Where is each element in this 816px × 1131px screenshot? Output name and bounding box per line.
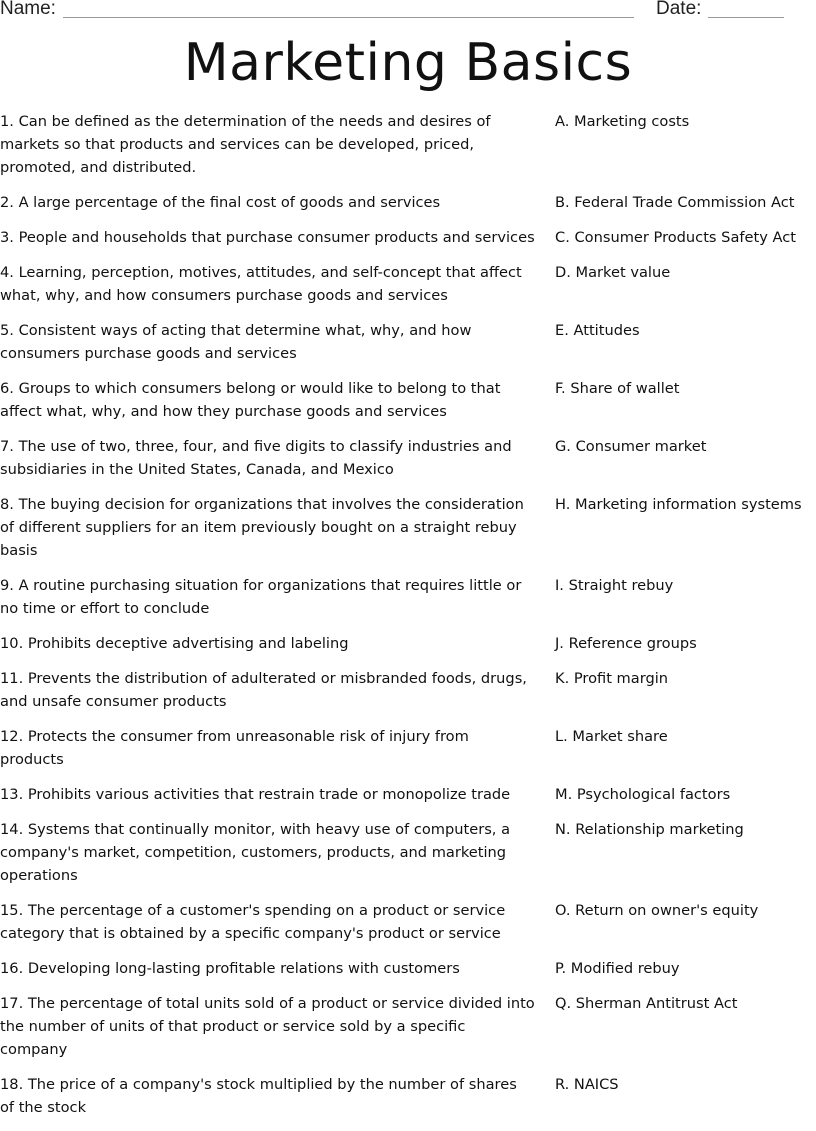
clue-text: 2. A large percentage of the final cost of goods and services bbox=[0, 194, 441, 211]
answer-option: L. Market share bbox=[555, 728, 668, 745]
matching-row bbox=[0, 493, 816, 562]
answer-option: C. Consumer Products Safety Act bbox=[555, 229, 796, 246]
clue-text: 16. Developing long-lasting profitable relations with customers bbox=[0, 960, 460, 977]
answer-option: A. Marketing costs bbox=[555, 113, 690, 130]
matching-row bbox=[0, 818, 816, 887]
matching-row bbox=[0, 110, 816, 179]
answer-option: K. Profit margin bbox=[555, 670, 669, 687]
clue-text: 3. People and households that purchase consumer products and services bbox=[0, 229, 535, 246]
clue-text: 1. Can be defined as the determination of the needs and desires of markets so that products and services can be developed, priced, promoted, and distributed. bbox=[0, 113, 491, 176]
date-blank-line bbox=[708, 17, 784, 18]
clue-text: 17. The percentage of total units sold of a product or service divided into the number of units of that product or service sold by a specific company bbox=[0, 995, 535, 1058]
date-label: Date: bbox=[656, 0, 702, 19]
matching-row bbox=[0, 899, 816, 945]
answer-option: N. Relationship marketing bbox=[555, 821, 744, 838]
answer-option: O. Return on owner's equity bbox=[555, 902, 759, 919]
answer-option: G. Consumer market bbox=[555, 438, 707, 455]
clue-text: 15. The percentage of a customer's spending on a product or service category that is obtained by a specific company's product or service bbox=[0, 902, 506, 942]
matching-row bbox=[0, 783, 816, 806]
name-blank-line bbox=[63, 17, 634, 18]
name-label: Name: bbox=[0, 0, 56, 19]
worksheet-header bbox=[0, 0, 816, 22]
matching-row bbox=[0, 319, 816, 365]
matching-row bbox=[0, 574, 816, 620]
clue-text: 5. Consistent ways of acting that determine what, why, and how consumers purchase goods and services bbox=[0, 322, 472, 362]
clue-text: 18. The price of a company's stock multiplied by the number of shares of the stock bbox=[0, 1076, 517, 1116]
matching-row bbox=[0, 992, 816, 1061]
clue-text: 7. The use of two, three, four, and five digits to classify industries and subsidiaries in the United States, Canada, and Mexico bbox=[0, 438, 512, 478]
matching-row bbox=[0, 632, 816, 655]
clue-text: 6. Groups to which consumers belong or would like to belong to that affect what, why, and how they purchase goods and services bbox=[0, 380, 501, 420]
clue-text: 10. Prohibits deceptive advertising and labeling bbox=[0, 635, 349, 652]
answer-option: M. Psychological factors bbox=[555, 786, 731, 803]
matching-row bbox=[0, 1073, 816, 1119]
answer-option: E. Attitudes bbox=[555, 322, 640, 339]
clue-text: 4. Learning, perception, motives, attitudes, and self-concept that affect what, why, and how consumers purchase goods and services bbox=[0, 264, 522, 304]
matching-row bbox=[0, 191, 816, 214]
clue-text: 11. Prevents the distribution of adulterated or misbranded foods, drugs, and unsafe consumer products bbox=[0, 670, 527, 710]
answer-option: F. Share of wallet bbox=[555, 380, 680, 397]
matching-row bbox=[0, 725, 816, 771]
matching-row bbox=[0, 377, 816, 423]
matching-row bbox=[0, 226, 816, 249]
clue-text: 14. Systems that continually monitor, with heavy use of computers, a company's market, competition, customers, products, and marketing operations bbox=[0, 821, 511, 884]
matching-row bbox=[0, 957, 816, 980]
matching-row bbox=[0, 435, 816, 481]
answer-option: D. Market value bbox=[555, 264, 671, 281]
matching-row bbox=[0, 261, 816, 307]
clue-text: 13. Prohibits various activities that restrain trade or monopolize trade bbox=[0, 786, 511, 803]
answer-option: R. NAICS bbox=[555, 1076, 619, 1093]
page-title: Marketing Basics bbox=[183, 33, 633, 93]
clue-text: 8. The buying decision for organizations that involves the consideration of different suppliers for an item previously bought on a straight rebuy basis bbox=[0, 496, 524, 559]
answer-option: Q. Sherman Antitrust Act bbox=[555, 995, 738, 1012]
answer-option: B. Federal Trade Commission Act bbox=[555, 194, 795, 211]
answer-option: J. Reference groups bbox=[555, 635, 697, 652]
answer-option: I. Straight rebuy bbox=[555, 577, 674, 594]
matching-list bbox=[0, 110, 816, 1131]
answer-option: H. Marketing information systems bbox=[555, 496, 802, 513]
clue-text: 9. A routine purchasing situation for organizations that requires little or no time or effort to conclude bbox=[0, 577, 522, 617]
answer-option: P. Modified rebuy bbox=[555, 960, 680, 977]
clue-text: 12. Protects the consumer from unreasonable risk of injury from products bbox=[0, 728, 469, 768]
matching-row bbox=[0, 667, 816, 713]
